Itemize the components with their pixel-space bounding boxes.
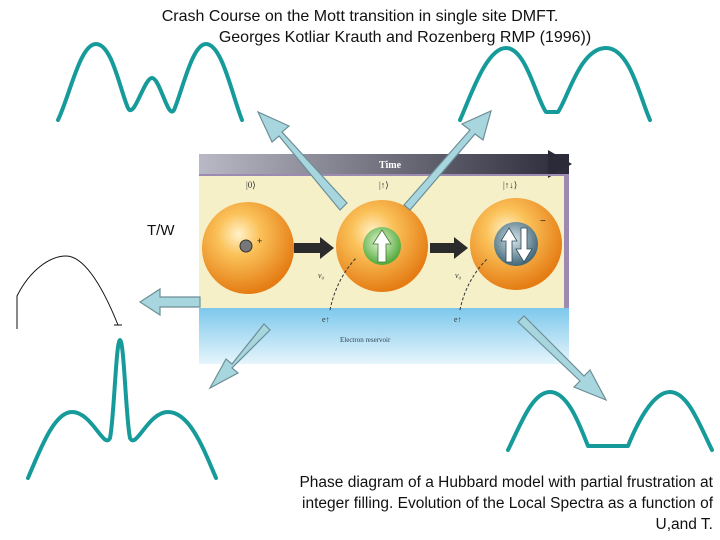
nucleus-dot xyxy=(240,240,252,252)
caption-line-3: U,and T. xyxy=(655,516,713,533)
e-label-2: e↑ xyxy=(454,315,462,324)
v-label-2: v₀ xyxy=(455,271,462,280)
correlated-metal-spectrum-curve xyxy=(28,340,216,478)
state-label-empty: |0⟩ xyxy=(246,180,256,190)
illustration-panel xyxy=(199,150,572,364)
minus-sign: − xyxy=(540,216,546,227)
spin-pair-ball xyxy=(494,222,538,266)
phase-boundary-sketch xyxy=(17,256,122,329)
v-label-1: v₀ xyxy=(318,271,325,280)
title-line-1: Crash Course on the Mott transition in single site DMFT. xyxy=(161,8,559,25)
arrow-to-left xyxy=(140,289,200,315)
axis-label-tw: T/W xyxy=(147,222,175,239)
slide-caption xyxy=(226,472,713,535)
reservoir-label: Electron reservoir xyxy=(340,336,391,344)
state-label-up: |↑⟩ xyxy=(379,180,389,190)
time-label: Time xyxy=(378,160,402,171)
caption-line-1: Phase diagram of a Hubbard model with partial frustration at xyxy=(299,474,713,491)
title-line-2: Georges Kotliar Krauth and Rozenberg RMP (1996)) xyxy=(218,29,592,46)
e-label-1: e↑ xyxy=(322,315,330,324)
caption-line-2: integer filling. Evolution of the Local Spectra as a function of xyxy=(302,495,713,512)
state-label-updown: |↑↓⟩ xyxy=(503,180,518,190)
metal-spectrum-curve xyxy=(58,44,242,120)
insulator-spectrum-curve xyxy=(460,48,650,120)
phase-boundary-curve xyxy=(17,256,118,329)
gapped-spectrum-curve xyxy=(508,392,712,450)
plus-sign: + xyxy=(257,236,263,246)
